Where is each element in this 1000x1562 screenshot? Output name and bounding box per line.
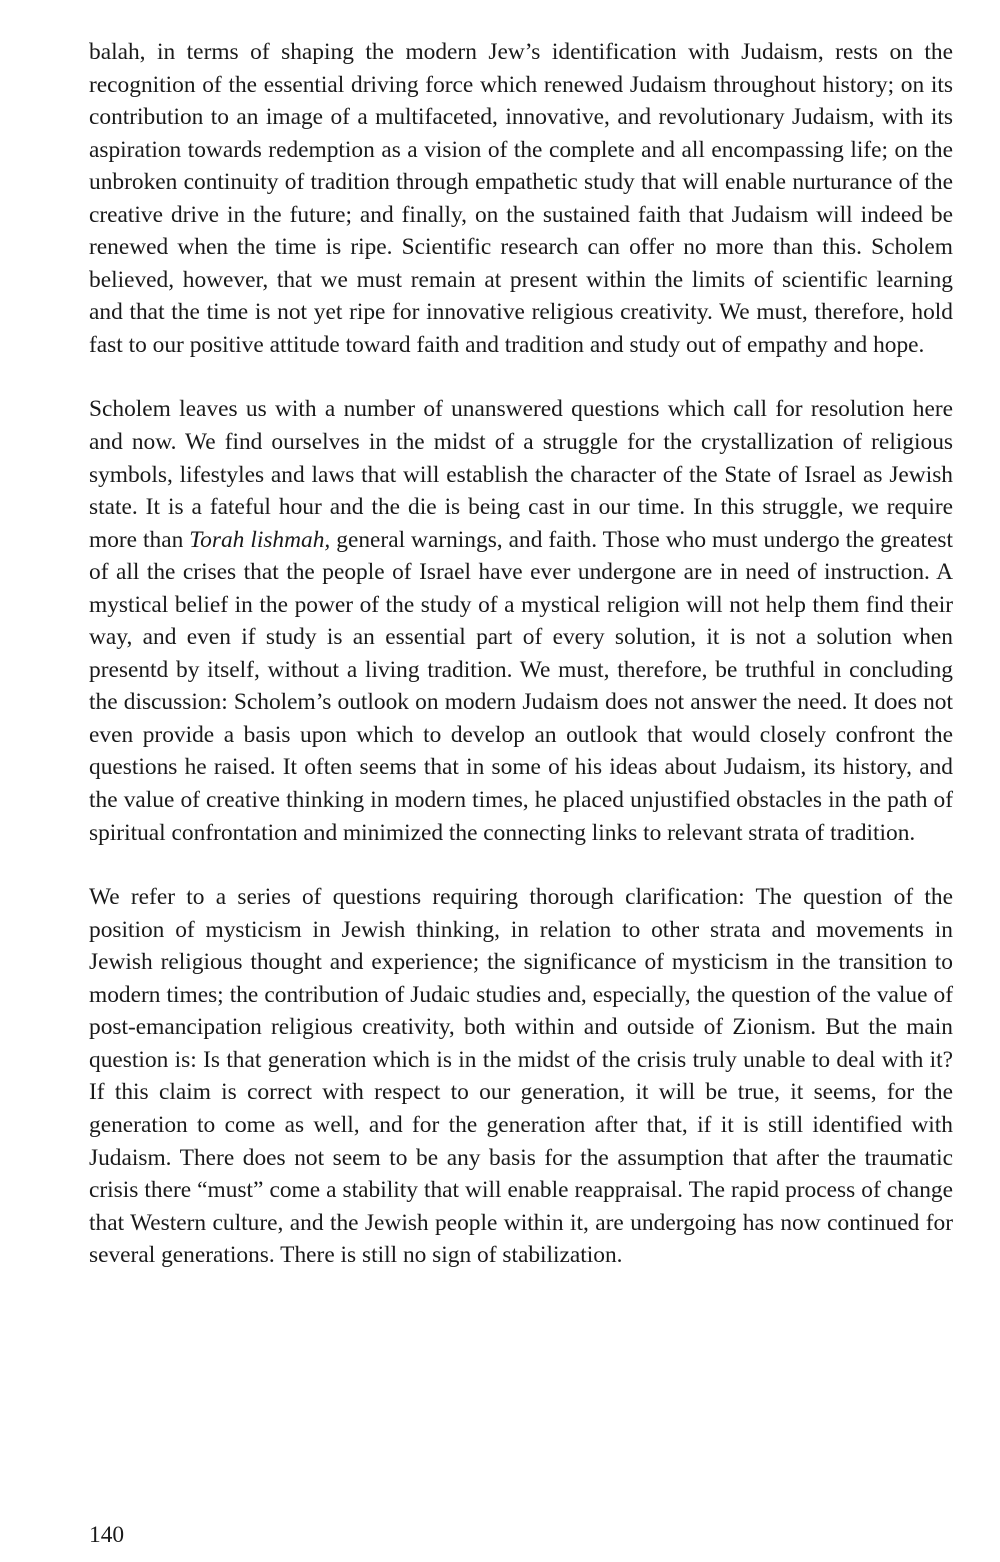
- paragraph-2: [89, 393, 953, 849]
- paragraph-1-text: balah, in terms of shaping the modern Jew’s identification with Judaism, rests on the recognition of the essential driving force which renewed Judaism throughout history; on its contribution to an image of a multifaceted, innovative, and revolutionary Judaism, with its aspiration towards redemption as a vision of the complete and all encompassing life; on the unbroken continuity of tradition through empathetic study that will enable nurturance of the creative drive in the future; and finally, on the sustained faith that Judaism will indeed be renewed when the time is ripe. Scientific research can offer no more than this. Scholem believed, however, that we must remain at present within the limits of scientific learning and that the time is not yet ripe for innovative religious creativity. We must, therefore, hold fast to our positive attitude toward faith and tradition and study out of empathy and hope.: [89, 39, 953, 358]
- paragraph-1: [89, 36, 953, 361]
- paragraph-2-text-end: general warnings, and faith. Those who must undergo the greatest of all the crises that the people of Israel have ever undergone are in need of instruction. A mystical belief in the power of the study of a mystical religion will not help them find their way, and even if study is an essential part of every solution, it is not a solution when presentd by itself, without a living tradition. We must, therefore, be truthful in concluding the discussion: Scholem’s outlook on modern Judaism does not answer the need. It does not even provide a basis upon which to develop an outlook that would closely confront the questions he raised. It often seems that in some of his ideas about Judaism, its history, and the value of creative thinking in modern times, he placed unjustified obstacles in the path of spiritual confrontation and minimized the connecting links to relevant strata of tradition.: [89, 526, 954, 846]
- paragraph-3-text: We refer to a series of questions requiring thorough clarification: The question of the position of mysticism in Jewish thinking, in relation to other strata and movements in Jewish religious thought and experience; the significance of mysticism in the transition to modern times; the contribution of Judaic studies and, especially, the question of the value of post-emancipation religious creativity, both within and outside of Zionism. But the main question is: Is that generation which is in the midst of the crisis truly unable to deal with it? If this claim is correct with respect to our generation, it will be true, it seems, for the generation to come as well, and for the generation after that, if it is still identified with Judaism. There does not seem to be any basis for the assumption that after the traumatic crisis there “must” come a stability that will enable reappraisal. The rapid process of change that Western culture, and the Jewish people within it, are undergoing has now continued for several generations. There is still no sign of stabilization.: [89, 884, 953, 1269]
- paragraph-2-text-start: Scholem leaves us with a number of unanswered questions which call for resolution here and now. We find ourselves in the midst of a struggle for the crystallization of religious symbols, lifestyles and laws that will establish the character of the State of Israel as Jewish state. It is a fateful hour and the die is being cast in our time. In this struggle, we require more than: [89, 396, 953, 553]
- page-number: 140: [89, 1522, 125, 1548]
- paragraph-3: [89, 881, 953, 1272]
- body-text: [89, 36, 953, 1272]
- paragraph-2-italic-term: Torah lishmah,: [189, 526, 331, 553]
